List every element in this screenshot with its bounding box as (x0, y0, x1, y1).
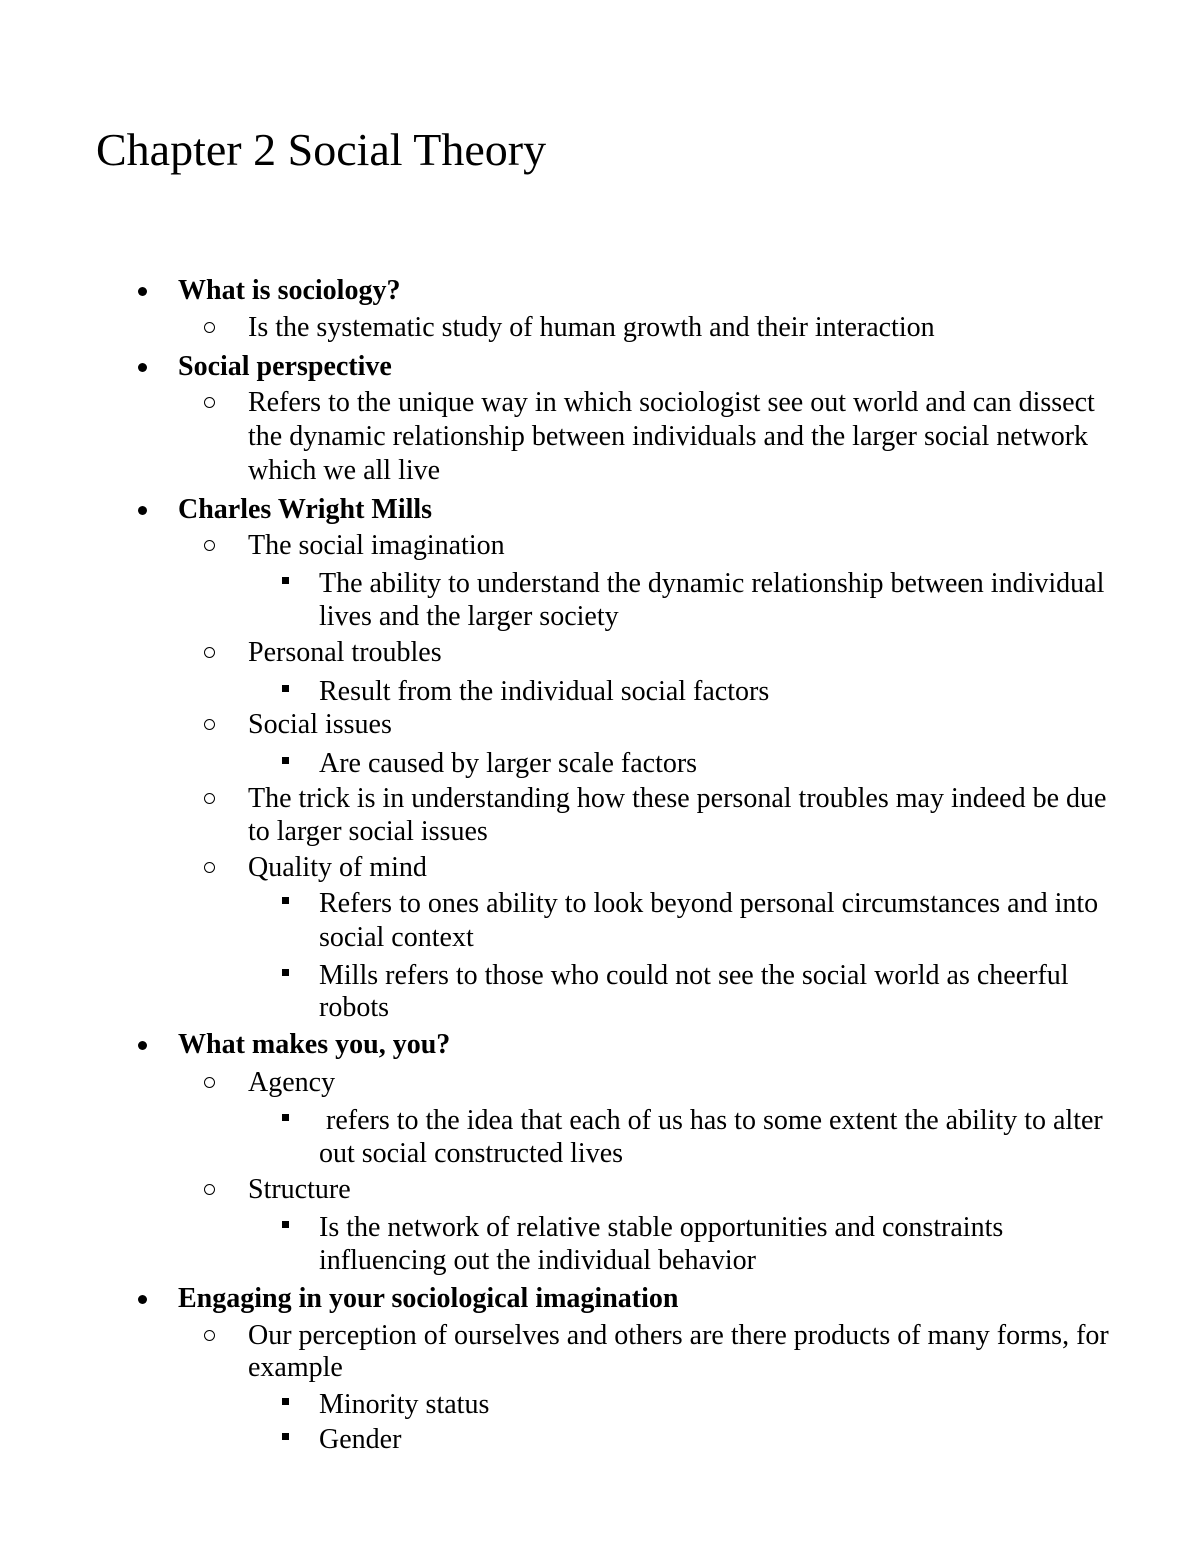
level3-bullet (282, 577, 289, 584)
level2-bullet (204, 1330, 215, 1341)
level1-bullet (138, 287, 147, 296)
level2-bullet (204, 1184, 215, 1195)
level2-bullet (204, 322, 215, 333)
list-item: Agency (248, 1067, 336, 1098)
level3-bullet (282, 969, 289, 976)
list-item-line: The trick is in understanding how these personal troubles may indeed be due (248, 783, 1107, 814)
list-item-line: example (248, 1352, 343, 1383)
list-item-line: which we all live (248, 455, 441, 486)
section-heading: Engaging in your sociological imagination (178, 1283, 679, 1314)
level1-bullet (138, 1041, 147, 1050)
page-title: Chapter 2 Social Theory (96, 124, 547, 175)
list-item: Minority status (319, 1389, 490, 1420)
level2-bullet (204, 719, 215, 730)
list-item: Gender (319, 1424, 402, 1455)
level1-bullet (138, 506, 147, 515)
list-item: Are caused by larger scale factors (319, 748, 698, 779)
level2-bullet (204, 397, 215, 408)
list-item: Structure (248, 1174, 351, 1205)
list-item-line: to larger social issues (248, 816, 488, 847)
level1-bullet (138, 363, 147, 372)
list-item-line: The ability to understand the dynamic relationship between individual (319, 568, 1105, 599)
list-item-line: the dynamic relationship between individuals and the larger social network (248, 421, 1089, 452)
level1-bullet (138, 1295, 147, 1304)
list-item: Quality of mind (248, 852, 427, 883)
list-item-line: Refers to ones ability to look beyond personal circumstances and into (319, 888, 1099, 919)
level2-bullet (204, 793, 215, 804)
level3-bullet (282, 1221, 289, 1228)
section-heading: What is sociology? (178, 275, 401, 306)
list-item-line: Our perception of ourselves and others are there products of many forms, for (248, 1320, 1109, 1351)
level2-bullet (204, 647, 215, 658)
list-item-line: lives and the larger society (319, 601, 619, 632)
list-item: The social imagination (248, 530, 505, 561)
list-item: Social issues (248, 709, 392, 740)
list-item: Is the systematic study of human growth and their interaction (248, 312, 935, 343)
level3-bullet (282, 1114, 289, 1121)
list-item-line: out social constructed lives (319, 1138, 624, 1169)
list-item: Result from the individual social factors (319, 676, 770, 707)
level3-bullet (282, 685, 289, 692)
list-item-line: Is the network of relative stable opportunities and constraints (319, 1212, 1004, 1243)
list-item-line: influencing out the individual behavior (319, 1245, 757, 1276)
level2-bullet (204, 862, 215, 873)
section-heading: What makes you, you? (178, 1029, 451, 1060)
list-item-line: robots (319, 992, 389, 1023)
level2-bullet (204, 540, 215, 551)
section-heading: Social perspective (178, 351, 392, 382)
level3-bullet (282, 1433, 289, 1440)
list-item-line: refers to the idea that each of us has to some extent the ability to alter (319, 1105, 1103, 1136)
list-item: Personal troubles (248, 637, 442, 668)
level3-bullet (282, 897, 289, 904)
section-heading: Charles Wright Mills (178, 494, 433, 525)
list-item-line: Refers to the unique way in which sociologist see out world and can dissect (248, 387, 1095, 418)
level2-bullet (204, 1077, 215, 1088)
level3-bullet (282, 757, 289, 764)
list-item-line: social context (319, 922, 474, 953)
list-item-line: Mills refers to those who could not see the social world as cheerful (319, 960, 1069, 991)
level3-bullet (282, 1398, 289, 1405)
